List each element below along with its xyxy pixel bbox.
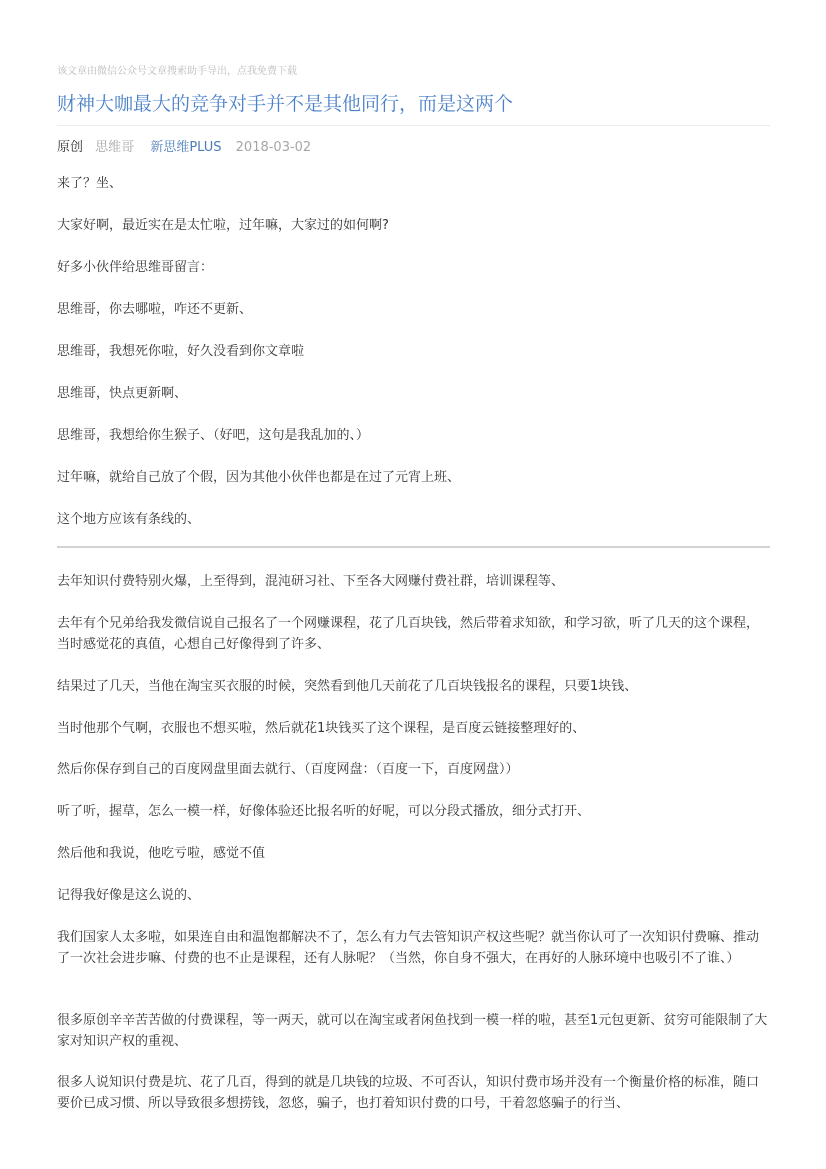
title-divider bbox=[57, 125, 770, 126]
paragraph: 好多小伙伴给思维哥留言： bbox=[57, 260, 214, 275]
paragraph: 过年嘛，就给自己放了个假，因为其他小伙伴也都是在过了元宵上班、 bbox=[57, 470, 461, 485]
paragraph: 听了听，握草，怎么一模一样，好像体验还比报名听的好呢，可以分段式播放，细分式打开、 bbox=[57, 804, 591, 819]
paragraph: 思维哥，你去哪啦，咋还不更新、 bbox=[57, 302, 253, 317]
article-title: 财神大咖最大的竞争对手并不是其他同行，而是这两个 bbox=[57, 93, 514, 115]
export-notice bbox=[57, 62, 297, 77]
paragraph: 很多人说知识付费是坑、花了几百，得到的就是几块钱的垃圾、不可否认，知识付费市场并没有一个衡量价格的标准，随口要价已成习惯、所以导致很多想捞钱，忽悠，骗子，也打着知识付费的口号，干着忽悠骗子的行当、 bbox=[57, 1075, 760, 1111]
original-tag: 原创 bbox=[57, 140, 84, 155]
paragraph: 思维哥，我想给你生猴子、（好吧，这句是我乱加的、） bbox=[57, 428, 370, 443]
export-notice-text: 该文章由微信公众号文章搜索助手导出， bbox=[57, 66, 237, 77]
paragraph: 记得我好像是这么说的、 bbox=[57, 888, 201, 903]
article-meta bbox=[57, 138, 311, 158]
paragraph: 来了？坐、 bbox=[57, 176, 123, 191]
paragraph: 大家好啊，最近实在是太忙啦，过年嘛，大家过的如何啊? bbox=[57, 218, 389, 233]
paragraph: 当时他那个气啊，衣服也不想买啦，然后就花1块钱买了这个课程，是百度云链接整理好的、 bbox=[57, 721, 586, 736]
publish-date: 2018-03-02 bbox=[235, 140, 312, 155]
free-download-link[interactable]: 点我免费下载 bbox=[237, 66, 297, 77]
paragraph: 去年知识付费特别火爆，上至得到，混沌研习社、下至各大网赚付费社群，培训课程等、 bbox=[57, 574, 565, 589]
author-name: 思维哥 bbox=[95, 140, 135, 155]
account-link[interactable]: 新思维PLUS bbox=[150, 140, 222, 155]
paragraph: 我们国家人太多啦，如果连自由和温饱都解决不了，怎么有力气去管知识产权这些呢？就当你认可了一次知识付费嘛、推动了一次社会进步嘛、付费的也不止是课程，还有人脉呢？（当然，你自身不强大，在再好的人脉环境中也吸引不了谁、） bbox=[57, 930, 760, 966]
section-divider bbox=[57, 546, 770, 548]
paragraph: 思维哥，快点更新啊、 bbox=[57, 386, 188, 401]
paragraph: 去年有个兄弟给我发微信说自己报名了一个网赚课程，花了几百块钱，然后带着求知欲，和学习欲，听了几天的这个课程，当时感觉花的真值，心想自己好像得到了许多、 bbox=[57, 616, 760, 652]
paragraph: 很多原创辛辛苦苦做的付费课程，等一两天，就可以在淘宝或者闲鱼找到一模一样的啦，甚至1元包更新、贫穷可能限制了大家对知识产权的重视、 bbox=[57, 1013, 768, 1049]
paragraph: 然后他和我说，他吃亏啦，感觉不值 bbox=[57, 846, 266, 861]
paragraph: 这个地方应该有条线的、 bbox=[57, 512, 201, 527]
paragraph: 然后你保存到自己的百度网盘里面去就行、（百度网盘：（百度一下，百度网盘）） bbox=[57, 762, 519, 777]
paragraph: 结果过了几天，当他在淘宝买衣服的时候，突然看到他几天前花了几百块钱报名的课程，只要1块钱、 bbox=[57, 679, 638, 694]
paragraph: 思维哥，我想死你啦，好久没看到你文章啦 bbox=[57, 344, 305, 359]
